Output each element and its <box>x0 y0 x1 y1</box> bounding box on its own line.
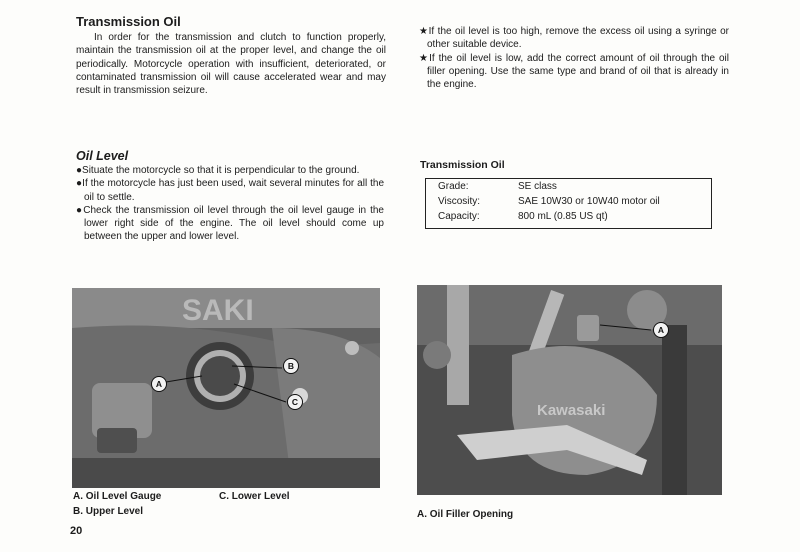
intro-paragraph: In order for the transmission and clutch to function properly, maintain the transmission oil at the proper level, and change the oil periodically. Motorcycle operation with insufficient, deteriorated, or contaminated transmission oil will cause accelerated wear and may result in transmission seizure. <box>76 32 386 97</box>
callout-c: C <box>287 394 303 410</box>
caption-lower-level: C. Lower Level <box>219 491 290 502</box>
spec-label-viscosity: Viscosity: <box>438 196 481 207</box>
note-too-high: ★If the oil level is too high, remove the excess oil using a syringe or other suitable device. <box>419 26 729 51</box>
spec-title: Transmission Oil <box>420 159 505 171</box>
oil-level-section <box>76 149 384 244</box>
engine-illustration <box>72 288 380 488</box>
engine-illustration <box>417 285 722 495</box>
page-number: 20 <box>70 525 83 537</box>
instruction-bullet: ●Situate the motorcycle so that it is perpendicular to the ground. <box>76 165 360 176</box>
left-column <box>76 14 386 97</box>
oil-level-gauge-photo <box>72 288 380 488</box>
spec-box <box>425 178 712 229</box>
engine-brand-text: SAKI <box>182 294 254 327</box>
spec-label-capacity: Capacity: <box>438 211 480 222</box>
callout-a: A <box>653 322 669 338</box>
spec-label-grade: Grade: <box>438 181 469 192</box>
right-column <box>419 25 729 91</box>
callout-b: B <box>283 358 299 374</box>
oil-filler-photo <box>417 285 722 495</box>
caption-oil-filler-opening: A. Oil Filler Opening <box>417 509 514 520</box>
section-title: Transmission Oil <box>76 14 181 29</box>
instruction-bullet: ●Check the transmission oil level through the oil level gauge in the lower right side of the engine. The oil level should come up between the upper and lower level. <box>76 204 384 243</box>
spec-value-grade: SE class <box>518 181 557 192</box>
callout-a: A <box>151 376 167 392</box>
engine-brand-text: Kawasaki <box>537 402 606 419</box>
caption-oil-level-gauge: A. Oil Level Gauge <box>73 491 162 502</box>
oil-level-heading: Oil Level <box>76 149 129 163</box>
note-too-low: ★If the oil level is low, add the correct amount of oil through the oil filler opening. Use the same type and brand of oil that is already in the engine. <box>419 52 729 91</box>
instruction-bullet: ●If the motorcycle has just been used, wait several minutes for all the oil to settle. <box>76 178 384 203</box>
spec-value-viscosity: SAE 10W30 or 10W40 motor oil <box>518 196 660 207</box>
caption-upper-level: B. Upper Level <box>73 506 144 517</box>
spec-value-capacity: 800 mL (0.85 US qt) <box>518 211 608 222</box>
